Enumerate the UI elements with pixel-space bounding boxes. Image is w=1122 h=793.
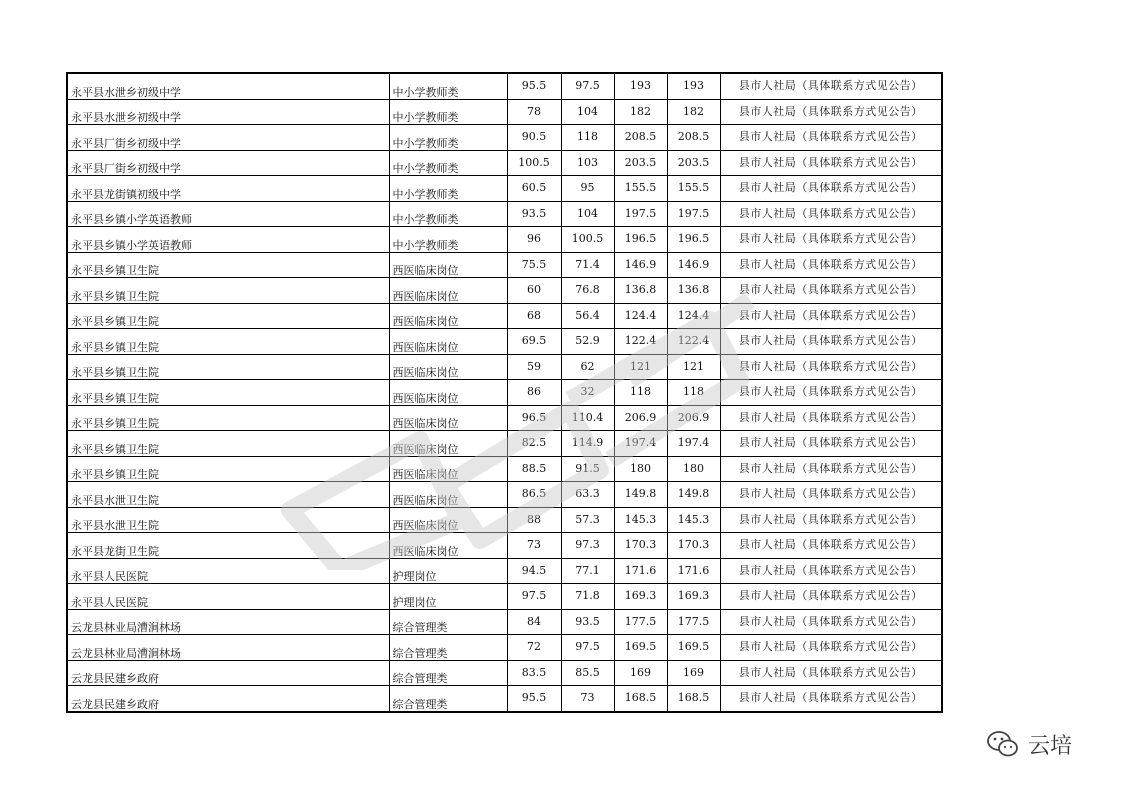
- category-cell: 西医临床岗位: [389, 431, 507, 457]
- score1-cell: 94.5: [507, 558, 561, 584]
- final-cell: 122.4: [667, 329, 720, 355]
- unit-cell: 永平县水泄乡初级中学: [67, 73, 389, 99]
- contact-cell: 县市人社局（具体联系方式见公告）: [720, 584, 942, 610]
- final-cell: 169.3: [667, 584, 720, 610]
- contact-cell: 县市人社局（具体联系方式见公告）: [720, 278, 942, 304]
- contact-cell: 县市人社局（具体联系方式见公告）: [720, 660, 942, 686]
- total-cell: 171.6: [614, 558, 667, 584]
- score1-cell: 68: [507, 303, 561, 329]
- score1-cell: 60: [507, 278, 561, 304]
- contact-cell: 县市人社局（具体联系方式见公告）: [720, 99, 942, 125]
- category-cell: 中小学教师类: [389, 227, 507, 253]
- contact-cell: 县市人社局（具体联系方式见公告）: [720, 227, 942, 253]
- score2-cell: 114.9: [561, 431, 614, 457]
- unit-cell: 永平县乡镇卫生院: [67, 329, 389, 355]
- final-cell: 197.4: [667, 431, 720, 457]
- unit-cell: 永平县人民医院: [67, 558, 389, 584]
- total-cell: 196.5: [614, 227, 667, 253]
- score1-cell: 78: [507, 99, 561, 125]
- score1-cell: 73: [507, 533, 561, 559]
- contact-cell: 县市人社局（具体联系方式见公告）: [720, 533, 942, 559]
- unit-cell: 永平县乡镇小学英语教师: [67, 227, 389, 253]
- contact-cell: 县市人社局（具体联系方式见公告）: [720, 125, 942, 151]
- contact-cell: 县市人社局（具体联系方式见公告）: [720, 354, 942, 380]
- final-cell: 170.3: [667, 533, 720, 559]
- score2-cell: 71.4: [561, 252, 614, 278]
- contact-cell: 县市人社局（具体联系方式见公告）: [720, 482, 942, 508]
- category-cell: 西医临床岗位: [389, 405, 507, 431]
- table-row: [67, 150, 942, 176]
- score1-cell: 84: [507, 609, 561, 635]
- contact-cell: 县市人社局（具体联系方式见公告）: [720, 380, 942, 406]
- category-cell: 中小学教师类: [389, 176, 507, 202]
- score2-cell: 104: [561, 99, 614, 125]
- unit-cell: 永平县乡镇卫生院: [67, 303, 389, 329]
- total-cell: 149.8: [614, 482, 667, 508]
- unit-cell: 云龙县林业局漕涧林场: [67, 635, 389, 661]
- score1-cell: 96: [507, 227, 561, 253]
- score2-cell: 77.1: [561, 558, 614, 584]
- score1-cell: 72: [507, 635, 561, 661]
- final-cell: 203.5: [667, 150, 720, 176]
- total-cell: 121: [614, 354, 667, 380]
- category-cell: 综合管理类: [389, 660, 507, 686]
- final-cell: 155.5: [667, 176, 720, 202]
- wechat-icon: [986, 729, 1020, 759]
- score-table: [66, 72, 943, 713]
- score2-cell: 63.3: [561, 482, 614, 508]
- total-cell: 122.4: [614, 329, 667, 355]
- category-cell: 中小学教师类: [389, 99, 507, 125]
- total-cell: 168.5: [614, 686, 667, 712]
- score1-cell: 59: [507, 354, 561, 380]
- category-cell: 中小学教师类: [389, 73, 507, 99]
- total-cell: 136.8: [614, 278, 667, 304]
- table-row: [67, 533, 942, 559]
- score2-cell: 52.9: [561, 329, 614, 355]
- unit-cell: 永平县乡镇卫生院: [67, 252, 389, 278]
- category-cell: 西医临床岗位: [389, 482, 507, 508]
- contact-cell: 县市人社局（具体联系方式见公告）: [720, 329, 942, 355]
- category-cell: 中小学教师类: [389, 150, 507, 176]
- total-cell: 155.5: [614, 176, 667, 202]
- final-cell: 193: [667, 73, 720, 99]
- table-row: [67, 99, 942, 125]
- final-cell: 206.9: [667, 405, 720, 431]
- score2-cell: 95: [561, 176, 614, 202]
- total-cell: 169.3: [614, 584, 667, 610]
- total-cell: 193: [614, 73, 667, 99]
- score2-cell: 100.5: [561, 227, 614, 253]
- table-row: [67, 431, 942, 457]
- score1-cell: 83.5: [507, 660, 561, 686]
- score2-cell: 76.8: [561, 278, 614, 304]
- category-cell: 西医临床岗位: [389, 507, 507, 533]
- score1-cell: 95.5: [507, 73, 561, 99]
- unit-cell: 永平县人民医院: [67, 584, 389, 610]
- contact-cell: 县市人社局（具体联系方式见公告）: [720, 150, 942, 176]
- final-cell: 145.3: [667, 507, 720, 533]
- unit-cell: 永平县乡镇卫生院: [67, 354, 389, 380]
- contact-cell: 县市人社局（具体联系方式见公告）: [720, 507, 942, 533]
- score2-cell: 85.5: [561, 660, 614, 686]
- contact-cell: 县市人社局（具体联系方式见公告）: [720, 73, 942, 99]
- category-cell: 护理岗位: [389, 558, 507, 584]
- unit-cell: 永平县乡镇卫生院: [67, 278, 389, 304]
- table-row: [67, 609, 942, 635]
- final-cell: 146.9: [667, 252, 720, 278]
- category-cell: 综合管理类: [389, 686, 507, 712]
- score1-cell: 75.5: [507, 252, 561, 278]
- final-cell: 168.5: [667, 686, 720, 712]
- final-cell: 208.5: [667, 125, 720, 151]
- final-cell: 169: [667, 660, 720, 686]
- score2-cell: 93.5: [561, 609, 614, 635]
- score1-cell: 95.5: [507, 686, 561, 712]
- unit-cell: 云龙县民建乡政府: [67, 686, 389, 712]
- category-cell: 西医临床岗位: [389, 533, 507, 559]
- table-row: [67, 660, 942, 686]
- final-cell: 171.6: [667, 558, 720, 584]
- footer-logo: [986, 726, 1072, 762]
- unit-cell: 永平县水泄卫生院: [67, 482, 389, 508]
- category-cell: 综合管理类: [389, 635, 507, 661]
- unit-cell: 永平县乡镇卫生院: [67, 405, 389, 431]
- table-row: [67, 686, 942, 712]
- total-cell: 146.9: [614, 252, 667, 278]
- score1-cell: 86.5: [507, 482, 561, 508]
- category-cell: 西医临床岗位: [389, 303, 507, 329]
- category-cell: 中小学教师类: [389, 201, 507, 227]
- total-cell: 169: [614, 660, 667, 686]
- table-row: [67, 405, 942, 431]
- table-row: [67, 456, 942, 482]
- total-cell: 208.5: [614, 125, 667, 151]
- score2-cell: 56.4: [561, 303, 614, 329]
- contact-cell: 县市人社局（具体联系方式见公告）: [720, 431, 942, 457]
- contact-cell: 县市人社局（具体联系方式见公告）: [720, 405, 942, 431]
- unit-cell: 云龙县民建乡政府: [67, 660, 389, 686]
- contact-cell: 县市人社局（具体联系方式见公告）: [720, 252, 942, 278]
- score2-cell: 118: [561, 125, 614, 151]
- contact-cell: 县市人社局（具体联系方式见公告）: [720, 303, 942, 329]
- final-cell: 180: [667, 456, 720, 482]
- score1-cell: 82.5: [507, 431, 561, 457]
- final-cell: 149.8: [667, 482, 720, 508]
- final-cell: 124.4: [667, 303, 720, 329]
- category-cell: 西医临床岗位: [389, 329, 507, 355]
- unit-cell: 永平县乡镇卫生院: [67, 380, 389, 406]
- unit-cell: 永平县龙街镇初级中学: [67, 176, 389, 202]
- score2-cell: 57.3: [561, 507, 614, 533]
- score2-cell: 103: [561, 150, 614, 176]
- final-cell: 169.5: [667, 635, 720, 661]
- total-cell: 182: [614, 99, 667, 125]
- total-cell: 118: [614, 380, 667, 406]
- score1-cell: 88: [507, 507, 561, 533]
- table-row: [67, 73, 942, 99]
- final-cell: 121: [667, 354, 720, 380]
- score1-cell: 60.5: [507, 176, 561, 202]
- total-cell: 203.5: [614, 150, 667, 176]
- total-cell: 170.3: [614, 533, 667, 559]
- total-cell: 177.5: [614, 609, 667, 635]
- final-cell: 118: [667, 380, 720, 406]
- score1-cell: 97.5: [507, 584, 561, 610]
- table-row: [67, 227, 942, 253]
- unit-cell: 永平县厂街乡初级中学: [67, 125, 389, 151]
- category-cell: 西医临床岗位: [389, 354, 507, 380]
- unit-cell: 永平县水泄卫生院: [67, 507, 389, 533]
- score2-cell: 71.8: [561, 584, 614, 610]
- contact-cell: 县市人社局（具体联系方式见公告）: [720, 686, 942, 712]
- score2-cell: 104: [561, 201, 614, 227]
- total-cell: 206.9: [614, 405, 667, 431]
- total-cell: 145.3: [614, 507, 667, 533]
- total-cell: 124.4: [614, 303, 667, 329]
- table-row: [67, 584, 942, 610]
- table-row: [67, 558, 942, 584]
- total-cell: 197.4: [614, 431, 667, 457]
- unit-cell: 永平县厂街乡初级中学: [67, 150, 389, 176]
- table-row: [67, 125, 942, 151]
- category-cell: 西医临床岗位: [389, 380, 507, 406]
- score2-cell: 62: [561, 354, 614, 380]
- category-cell: 西医临床岗位: [389, 456, 507, 482]
- total-cell: 197.5: [614, 201, 667, 227]
- contact-cell: 县市人社局（具体联系方式见公告）: [720, 635, 942, 661]
- table-body: [67, 73, 942, 712]
- table-row: [67, 482, 942, 508]
- score2-cell: 97.5: [561, 73, 614, 99]
- category-cell: 护理岗位: [389, 584, 507, 610]
- category-cell: 综合管理类: [389, 609, 507, 635]
- table-row: [67, 380, 942, 406]
- score2-cell: 73: [561, 686, 614, 712]
- unit-cell: 永平县龙街卫生院: [67, 533, 389, 559]
- total-cell: 169.5: [614, 635, 667, 661]
- contact-cell: 县市人社局（具体联系方式见公告）: [720, 456, 942, 482]
- table-row: [67, 507, 942, 533]
- final-cell: 196.5: [667, 227, 720, 253]
- final-cell: 197.5: [667, 201, 720, 227]
- score2-cell: 91.5: [561, 456, 614, 482]
- table-row: [67, 303, 942, 329]
- category-cell: 西医临床岗位: [389, 278, 507, 304]
- contact-cell: 县市人社局（具体联系方式见公告）: [720, 176, 942, 202]
- score2-cell: 32: [561, 380, 614, 406]
- unit-cell: 永平县水泄乡初级中学: [67, 99, 389, 125]
- total-cell: 180: [614, 456, 667, 482]
- final-cell: 182: [667, 99, 720, 125]
- unit-cell: 永平县乡镇卫生院: [67, 431, 389, 457]
- category-cell: 西医临床岗位: [389, 252, 507, 278]
- score1-cell: 96.5: [507, 405, 561, 431]
- table-row: [67, 201, 942, 227]
- table-row: [67, 635, 942, 661]
- final-cell: 136.8: [667, 278, 720, 304]
- unit-cell: 永平县乡镇卫生院: [67, 456, 389, 482]
- footer-brand: 云培: [1028, 733, 1073, 759]
- contact-cell: 县市人社局（具体联系方式见公告）: [720, 558, 942, 584]
- score1-cell: 90.5: [507, 125, 561, 151]
- unit-cell: 云龙县林业局漕涧林场: [67, 609, 389, 635]
- table-row: [67, 329, 942, 355]
- contact-cell: 县市人社局（具体联系方式见公告）: [720, 609, 942, 635]
- table-row: [67, 354, 942, 380]
- table-row: [67, 252, 942, 278]
- score1-cell: 86: [507, 380, 561, 406]
- contact-cell: 县市人社局（具体联系方式见公告）: [720, 201, 942, 227]
- score1-cell: 100.5: [507, 150, 561, 176]
- score1-cell: 88.5: [507, 456, 561, 482]
- score1-cell: 69.5: [507, 329, 561, 355]
- category-cell: 中小学教师类: [389, 125, 507, 151]
- score2-cell: 97.5: [561, 635, 614, 661]
- score1-cell: 93.5: [507, 201, 561, 227]
- table-row: [67, 278, 942, 304]
- final-cell: 177.5: [667, 609, 720, 635]
- unit-cell: 永平县乡镇小学英语教师: [67, 201, 389, 227]
- score2-cell: 110.4: [561, 405, 614, 431]
- table-row: [67, 176, 942, 202]
- score2-cell: 97.3: [561, 533, 614, 559]
